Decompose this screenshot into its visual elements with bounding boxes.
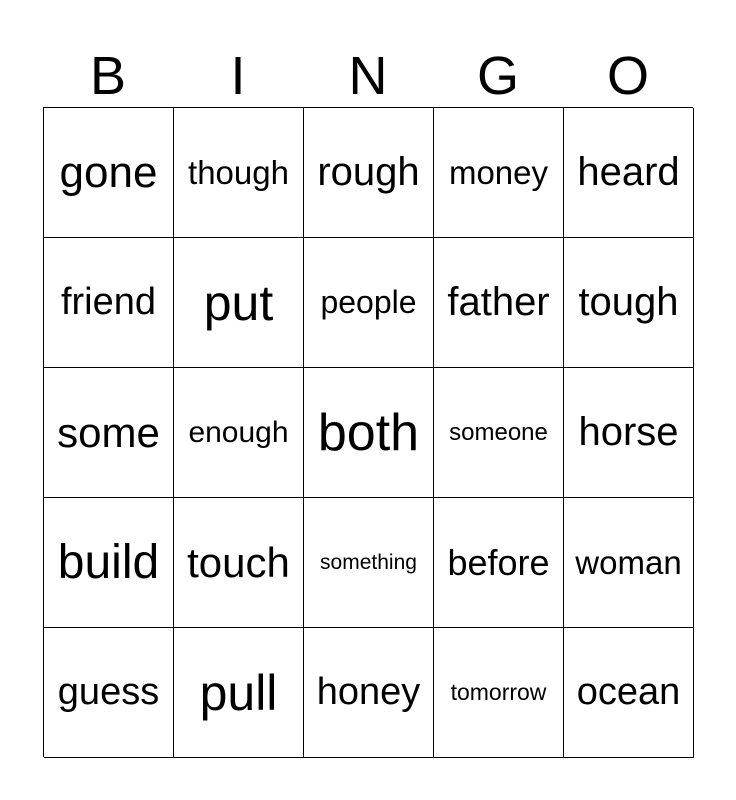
bingo-cell[interactable]: both bbox=[304, 368, 434, 498]
bingo-cell[interactable]: ocean bbox=[564, 628, 694, 758]
bingo-cell[interactable]: heard bbox=[564, 108, 694, 238]
bingo-cell[interactable]: father bbox=[434, 238, 564, 368]
header-letter-o: O bbox=[606, 46, 649, 106]
bingo-cell[interactable]: tough bbox=[564, 238, 694, 368]
header-letter-n: N bbox=[348, 46, 388, 106]
bingo-cell[interactable]: pull bbox=[174, 628, 304, 758]
bingo-cell[interactable]: woman bbox=[564, 498, 694, 628]
bingo-cell[interactable]: someone bbox=[434, 368, 564, 498]
bingo-cell[interactable]: something bbox=[304, 498, 434, 628]
bingo-cell[interactable]: gone bbox=[44, 108, 174, 238]
header-letter-g: G bbox=[476, 46, 519, 106]
bingo-cell[interactable]: honey bbox=[304, 628, 434, 758]
bingo-cell[interactable]: touch bbox=[174, 498, 304, 628]
bingo-cell[interactable]: put bbox=[174, 238, 304, 368]
bingo-header bbox=[43, 44, 693, 108]
bingo-cell[interactable]: money bbox=[434, 108, 564, 238]
bingo-cell[interactable]: some bbox=[44, 368, 174, 498]
bingo-cell[interactable]: people bbox=[304, 238, 434, 368]
bingo-cell[interactable]: horse bbox=[564, 368, 694, 498]
bingo-cell[interactable]: build bbox=[44, 498, 174, 628]
header-letter-i: I bbox=[230, 46, 246, 106]
bingo-cell[interactable]: though bbox=[174, 108, 304, 238]
bingo-cell[interactable]: friend bbox=[44, 238, 174, 368]
bingo-cell[interactable]: guess bbox=[44, 628, 174, 758]
bingo-cell[interactable]: tomorrow bbox=[434, 628, 564, 758]
bingo-cell[interactable]: enough bbox=[174, 368, 304, 498]
bingo-cell[interactable]: rough bbox=[304, 108, 434, 238]
header-letter-b: B bbox=[89, 46, 127, 106]
bingo-board bbox=[43, 107, 693, 757]
bingo-cell[interactable]: before bbox=[434, 498, 564, 628]
